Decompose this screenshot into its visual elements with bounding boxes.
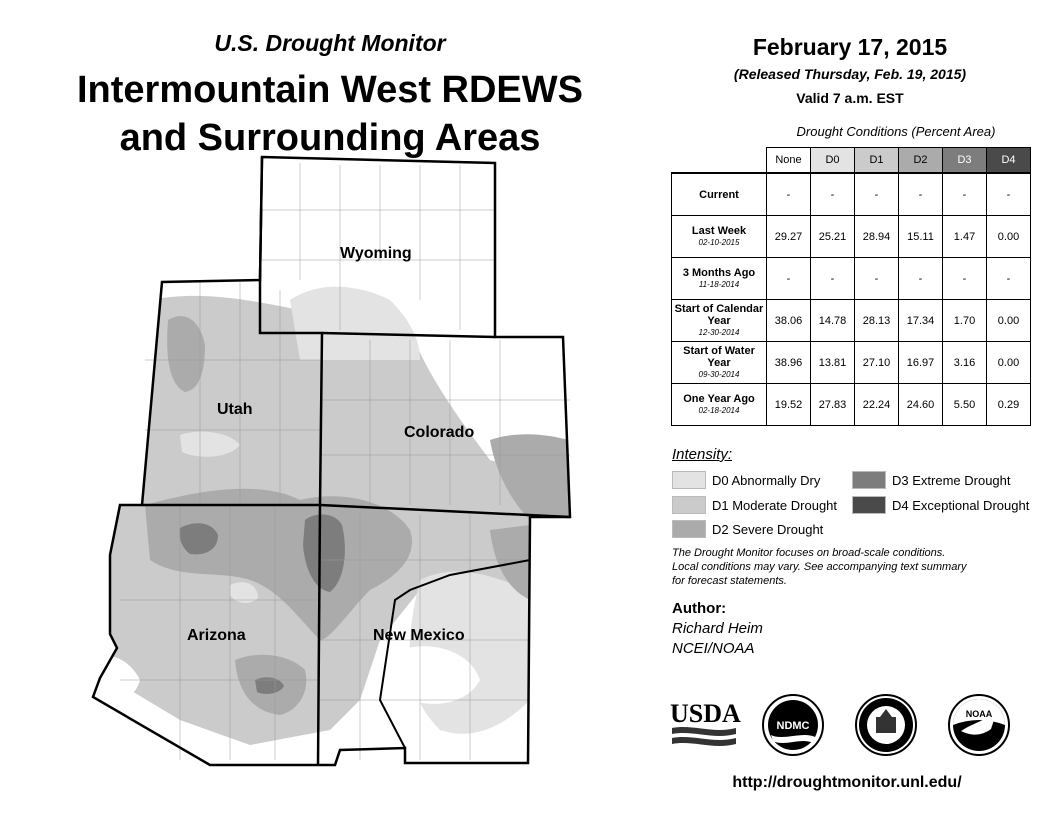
table-cell: - <box>855 173 899 216</box>
noaa-logo-text: NOAA <box>965 709 993 719</box>
table-cell: 27.83 <box>811 384 855 426</box>
state-label-new-mexico: New Mexico <box>373 627 465 644</box>
table-cell: - <box>987 173 1031 216</box>
table-cell: - <box>811 173 855 216</box>
disclaimer-line: for forecast statements. <box>672 575 787 587</box>
drought-conditions-table <box>671 147 1031 426</box>
legend-label: D4 Exceptional Drought <box>892 497 1030 513</box>
table-cell: 5.50 <box>943 384 987 426</box>
legend-label: D2 Severe Drought <box>712 521 824 537</box>
disclaimer-line: The Drought Monitor focuses on broad-scale conditions. <box>672 547 946 559</box>
release-date: (Released Thursday, Feb. 19, 2015) <box>733 66 967 82</box>
map-date: February 17, 2015 <box>752 34 948 60</box>
legend-heading: Intensity: <box>672 446 733 463</box>
column-header: D1 <box>855 148 899 174</box>
row-label-date: 11-18-2014 <box>698 279 740 289</box>
table-cell: 1.47 <box>943 216 987 258</box>
table-cell: 38.06 <box>767 300 811 342</box>
legend-swatch <box>672 471 706 489</box>
column-header: D3 <box>943 148 987 174</box>
table-cell: 3.16 <box>943 342 987 384</box>
table-cell: - <box>855 258 899 300</box>
table-cell: 28.13 <box>855 300 899 342</box>
table-cell: - <box>987 258 1031 300</box>
table-cell: 25.21 <box>811 216 855 258</box>
header-blank <box>672 148 767 174</box>
valid-time: Valid 7 a.m. EST <box>796 90 904 106</box>
table-cell: - <box>899 173 943 216</box>
legend-swatch <box>852 471 886 489</box>
table-cell: 0.29 <box>987 384 1031 426</box>
table-cell: 38.96 <box>767 342 811 384</box>
table-cell: - <box>767 173 811 216</box>
table-cell: 0.00 <box>987 342 1031 384</box>
legend-label: D3 Extreme Drought <box>892 472 1011 488</box>
table-cell: 17.34 <box>899 300 943 342</box>
noaa-logo <box>949 695 1009 755</box>
agency-logos <box>668 690 1018 760</box>
table-cell: 1.70 <box>943 300 987 342</box>
author-org: NCEI/NOAA <box>672 640 755 657</box>
table-cell: 14.78 <box>811 300 855 342</box>
row-label-date: 12-30-2014 <box>698 327 740 337</box>
row-label-date: 09-30-2014 <box>698 369 740 379</box>
table-cell: 0.00 <box>987 216 1031 258</box>
usda-logo <box>670 699 741 746</box>
row-label <box>672 258 767 300</box>
legend-swatch <box>852 496 886 514</box>
table-cell: 13.81 <box>811 342 855 384</box>
table-row <box>672 258 1031 300</box>
legend-swatch <box>672 496 706 514</box>
table-cell: - <box>899 258 943 300</box>
table-cell: 24.60 <box>899 384 943 426</box>
legend-item-d1 <box>672 496 837 514</box>
title-line-1: Intermountain West RDEWS <box>77 69 583 111</box>
state-label-arizona: Arizona <box>187 627 246 644</box>
row-label <box>672 300 767 342</box>
author-label: Author: <box>672 600 727 617</box>
table-cell: - <box>943 173 987 216</box>
table-cell: 0.00 <box>987 300 1031 342</box>
legend-label: D1 Moderate Drought <box>712 497 838 513</box>
column-header: D4 <box>987 148 1031 174</box>
ndmc-logo-text: NDMC <box>776 720 810 732</box>
table-cell: 27.10 <box>855 342 899 384</box>
author-name: Richard Heim <box>672 620 763 637</box>
row-label <box>672 342 767 384</box>
table-row <box>672 173 1031 216</box>
table-cell: 19.52 <box>767 384 811 426</box>
ndmc-logo <box>763 695 823 755</box>
table-row <box>672 300 1031 342</box>
row-label <box>672 216 767 258</box>
row-label-text: Start of Water Year <box>683 344 755 369</box>
table-row <box>672 342 1031 384</box>
table-header-row <box>672 148 1031 174</box>
disclaimer <box>672 546 1042 588</box>
legend-swatch <box>672 520 706 538</box>
table-caption: Drought Conditions (Percent Area) <box>796 124 996 139</box>
table-cell: 28.94 <box>855 216 899 258</box>
commerce-seal <box>856 695 916 755</box>
table-cell: - <box>943 258 987 300</box>
title-line-2: and Surrounding Areas <box>119 117 541 159</box>
legend-item-d4 <box>852 496 1029 514</box>
table-cell: 29.27 <box>767 216 811 258</box>
table-row <box>672 216 1031 258</box>
state-label-wyoming: Wyoming <box>340 245 412 262</box>
legend-item-d2 <box>672 520 823 538</box>
table-cell: 16.97 <box>899 342 943 384</box>
row-label-date: 02-18-2014 <box>698 405 740 415</box>
map-kicker: U.S. Drought Monitor <box>214 30 446 56</box>
table-cell: 22.24 <box>855 384 899 426</box>
row-label-text: Last Week <box>691 224 747 237</box>
row-label-text: Start of Calendar Year <box>674 302 764 327</box>
state-label-utah: Utah <box>217 401 253 418</box>
state-label-colorado: Colorado <box>404 424 475 441</box>
usda-logo-text: USDA <box>670 699 741 728</box>
table-cell: 15.11 <box>899 216 943 258</box>
table-cell: - <box>811 258 855 300</box>
row-label-text: 3 Months Ago <box>682 266 756 279</box>
website-url[interactable]: http://droughtmonitor.unl.edu/ <box>732 774 962 791</box>
legend-label: D0 Abnormally Dry <box>712 472 821 488</box>
column-header: D2 <box>899 148 943 174</box>
disclaimer-line: Local conditions may vary. See accompanying text summary <box>672 561 967 573</box>
column-header: None <box>767 148 811 174</box>
row-label-date: 02-10-2015 <box>698 237 740 247</box>
legend-item-d3 <box>852 471 1011 489</box>
row-label <box>672 384 767 426</box>
row-label-text: Current <box>699 188 739 201</box>
legend-item-d0 <box>672 471 820 489</box>
table-row <box>672 384 1031 426</box>
column-header: D0 <box>811 148 855 174</box>
row-label-text: One Year Ago <box>683 392 755 405</box>
row-label <box>672 173 767 216</box>
table-cell: - <box>767 258 811 300</box>
